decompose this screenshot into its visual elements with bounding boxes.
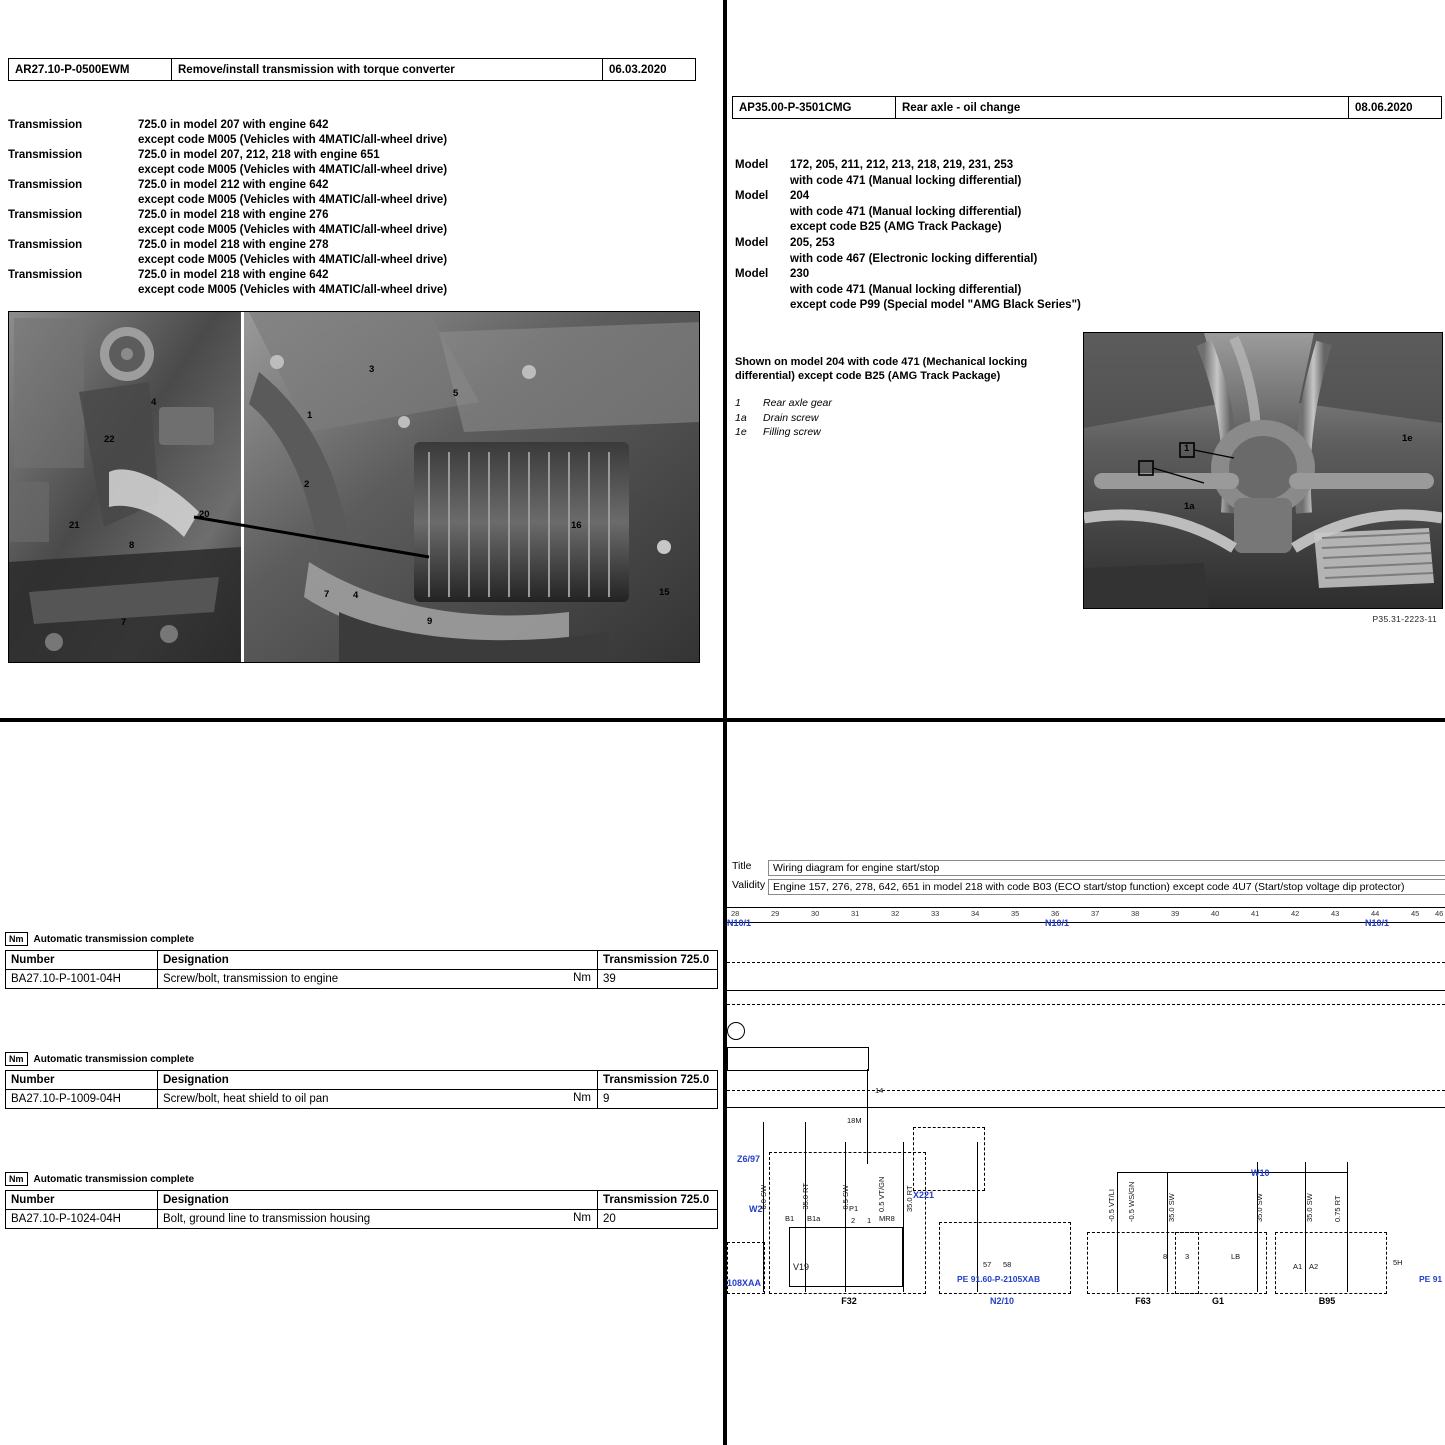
pin-b1: B1 — [785, 1214, 795, 1223]
label-w2: W2 — [749, 1204, 763, 1214]
document-header-transmission — [8, 58, 696, 81]
wiring-diagram-header — [732, 860, 1445, 898]
pe-reference-1[interactable]: PE 91.60-P-2105XAB — [957, 1274, 1041, 1284]
callout-8: 8 — [129, 540, 135, 551]
wire-spec-4: 0.5 VT/GN — [877, 1176, 886, 1212]
nm-badge: Nm — [5, 932, 28, 946]
table-header-row — [6, 1071, 718, 1090]
ruler-tick: 33 — [931, 909, 940, 918]
designation-text: Screw/bolt, heat shield to oil pan — [163, 1093, 329, 1105]
row-exception: except code M005 (Vehicles with 4MATIC/all-wheel drive) — [138, 284, 448, 296]
list-item — [8, 268, 708, 283]
table-row — [6, 1090, 718, 1109]
block-title: Automatic transmission complete — [33, 1173, 195, 1185]
unit-label: Nm — [573, 972, 591, 984]
table-row — [6, 1210, 718, 1229]
node-label-n10-1-b: N10/1 — [1045, 918, 1070, 928]
unit-label: Nm — [573, 1212, 591, 1224]
row-label: Model — [735, 236, 769, 249]
pin-b1a: B1a — [807, 1214, 821, 1223]
ruler-tick: 37 — [1091, 909, 1100, 918]
row-value: 204 — [790, 190, 810, 203]
cell-number: BA27.10-P-1009-04H — [6, 1090, 158, 1109]
list-item — [8, 148, 708, 163]
wire-link-top — [1117, 1172, 1347, 1173]
row-value: 725.0 in model 212 with engine 642 — [138, 179, 329, 191]
validity-row — [732, 879, 1445, 895]
list-item — [735, 158, 1435, 174]
ruler-tick: 31 — [851, 909, 860, 918]
wire-spec-1: -6.0 SW — [759, 1184, 768, 1212]
pe-reference-2[interactable]: PE 91 — [1419, 1274, 1443, 1284]
wire-spec-9: 35.0 SW — [1255, 1193, 1264, 1222]
ruler-tick: 34 — [971, 909, 980, 918]
callout-16: 16 — [571, 520, 582, 531]
ruler-tick: 36 — [1051, 909, 1060, 918]
pin-58: 58 — [1003, 1260, 1012, 1269]
node-label-n10-1-a: N10/1 — [727, 918, 752, 928]
connector-strip — [727, 1047, 869, 1071]
table-header-row — [6, 951, 718, 970]
ruler-tick: 44 — [1371, 909, 1380, 918]
block-title: Automatic transmission complete — [33, 933, 195, 945]
ruler-tick: 43 — [1331, 909, 1340, 918]
row-value: 725.0 in model 218 with engine 278 — [138, 239, 329, 251]
list-item — [735, 267, 1435, 283]
wire-spec-8: 35.0 SW — [1167, 1193, 1176, 1222]
figure-code: P35.31-2223-11 — [1372, 614, 1437, 624]
shown-on-note: Shown on model 204 with code 471 (Mechanical locking differential) except code B25 (AMG Track Package) — [735, 356, 1028, 382]
col-number: Number — [6, 1071, 158, 1090]
legend-number: 1e — [735, 426, 747, 438]
panel-rear-axle-oil-change — [727, 0, 1445, 718]
torque-table — [5, 1190, 718, 1229]
row-label: Transmission — [8, 269, 83, 281]
title-label: Title — [732, 860, 752, 872]
terminal-label-mr8: MR8 — [879, 1214, 895, 1223]
pin-2: 2 — [851, 1216, 856, 1225]
title-value[interactable]: Wiring diagram for engine start/stop — [768, 860, 1445, 876]
ruler-tick: 39 — [1171, 909, 1180, 918]
cell-designation — [158, 1210, 598, 1229]
ruler-tick: 35 — [1011, 909, 1020, 918]
row-label: Transmission — [8, 179, 83, 191]
wire-spec-6: -0.5 VT/LI — [1107, 1189, 1116, 1222]
block-title-row — [5, 1052, 717, 1066]
col-number: Number — [6, 1191, 158, 1210]
ruler-tick: 45 — [1411, 909, 1420, 918]
torque-block-2 — [5, 1052, 717, 1109]
pin-8: 8 — [1163, 1252, 1168, 1261]
pin-57: 57 — [983, 1260, 992, 1269]
row-value: 725.0 in model 207, 212, 218 with engine 651 — [138, 149, 380, 161]
callout-3: 3 — [369, 364, 375, 375]
row-exception: except code M005 (Vehicles with 4MATIC/all-wheel drive) — [138, 194, 448, 206]
row-sub: with code 471 (Manual locking differential) — [790, 174, 1022, 187]
component-label-n2-10: N2/10 — [989, 1296, 1015, 1306]
wire-spec-7: -0.5 WS/GN — [1127, 1181, 1136, 1222]
row-label: Transmission — [8, 119, 83, 131]
callout-1e: 1e — [1402, 433, 1413, 444]
col-number: Number — [6, 951, 158, 970]
panel-transmission-removal — [0, 0, 723, 718]
wire-spec-2: -35.0 RT — [801, 1182, 810, 1212]
wire-spec-3: -0.5 SW — [841, 1184, 850, 1212]
column-ruler — [727, 907, 1445, 923]
col-transmission: Transmission 725.0 — [598, 1071, 718, 1090]
row-exception: except code M005 (Vehicles with 4MATIC/all-wheel drive) — [138, 134, 448, 146]
callout-4: 4 — [151, 397, 157, 408]
doc-id: AR27.10-P-0500EWM — [9, 59, 172, 80]
doc-title: Remove/install transmission with torque converter — [172, 59, 603, 80]
table-row — [6, 970, 718, 989]
pin-14: 14 — [875, 1086, 884, 1095]
row-label: Transmission — [8, 209, 83, 221]
cell-designation — [158, 970, 598, 989]
nm-badge: Nm — [5, 1052, 28, 1066]
model-applicability-list — [735, 158, 1435, 314]
doc-date: 06.03.2020 — [609, 63, 667, 76]
title-row — [732, 860, 1445, 876]
block-title-row — [5, 932, 717, 946]
cell-number: BA27.10-P-1024-04H — [6, 1210, 158, 1229]
wire-spec-11: 0.75 RT — [1333, 1195, 1342, 1222]
block-title-row — [5, 1172, 717, 1186]
legend-text: Filling screw — [763, 426, 821, 438]
panel-torque-specifications — [0, 722, 723, 1445]
designation-text: Screw/bolt, transmission to engine — [163, 973, 339, 985]
component-x221-relay[interactable] — [913, 1127, 985, 1191]
row-sub: with code 471 (Manual locking differential) — [790, 205, 1022, 218]
col-transmission: Transmission 725.0 — [598, 951, 718, 970]
callout-7-left: 7 — [121, 617, 127, 628]
ruler-tick: 30 — [811, 909, 820, 918]
nm-badge: Nm — [5, 1172, 28, 1186]
torque-table — [5, 1070, 718, 1109]
figure-rear-axle-photo — [1083, 332, 1443, 609]
pin-a2: A2 — [1309, 1262, 1319, 1271]
pin-p1: P1 — [849, 1204, 859, 1213]
row-exception: except code M005 (Vehicles with 4MATIC/all-wheel drive) — [138, 254, 448, 266]
transmission-applicability-list — [8, 118, 708, 298]
cell-designation — [158, 1090, 598, 1109]
row-sub: except code B25 (AMG Track Package) — [790, 221, 1002, 234]
component-label-b95: B95 — [1318, 1296, 1336, 1306]
callout-4-right: 4 — [353, 590, 359, 601]
callout-9: 9 — [427, 616, 433, 627]
row-label: Transmission — [8, 239, 83, 251]
table-header-row — [6, 1191, 718, 1210]
row-label: Transmission — [8, 149, 83, 161]
legend-text: Drain screw — [763, 411, 819, 424]
row-value: 230 — [790, 268, 810, 281]
list-item — [8, 178, 708, 193]
ruler-tick: 29 — [771, 909, 780, 918]
col-transmission: Transmission 725.0 — [598, 1191, 718, 1210]
bus-line-3 — [727, 1004, 1445, 1005]
bus-line-2 — [727, 990, 1445, 991]
list-item — [735, 189, 1435, 205]
doc-date: 08.06.2020 — [1355, 101, 1413, 114]
cell-value: 9 — [598, 1090, 718, 1109]
figure-photo-graphic — [9, 312, 699, 662]
ruler-tick: 42 — [1291, 909, 1300, 918]
wire-drop-1 — [867, 1069, 868, 1164]
legend-item — [735, 425, 1065, 440]
component-label-f32: F32 — [841, 1296, 857, 1306]
doc-title: Rear axle - oil change — [896, 97, 1349, 118]
component-label-g1: G1 — [1211, 1296, 1224, 1306]
bus-line-4 — [727, 1090, 1445, 1091]
wire-spec-10: 35.0 SW — [1305, 1193, 1314, 1222]
designation-text: Bolt, ground line to transmission housing — [163, 1213, 371, 1225]
component-label-f63: F63 — [1135, 1296, 1151, 1306]
pin-18m: 18M — [847, 1116, 862, 1125]
row-sub: except code P99 (Special model "AMG Black Series") — [790, 299, 1081, 312]
bus-line-5 — [727, 1107, 1445, 1108]
callout-1: 1 — [1184, 443, 1190, 454]
row-value: 725.0 in model 218 with engine 642 — [138, 269, 329, 281]
document-header-rear-axle — [732, 96, 1442, 119]
block-title: Automatic transmission complete — [33, 1053, 195, 1065]
legend-text: Rear axle gear — [763, 397, 832, 409]
col-designation: Designation — [158, 1071, 598, 1090]
torque-block-1 — [5, 932, 717, 989]
callout-21: 21 — [69, 520, 80, 531]
legend-item — [735, 396, 1065, 411]
row-value: 172, 205, 211, 212, 213, 218, 219, 231, 253 — [790, 159, 1014, 171]
torque-table — [5, 950, 718, 989]
list-item — [8, 238, 708, 253]
col-designation: Designation — [158, 1191, 598, 1210]
row-value: 725.0 in model 218 with engine 276 — [138, 209, 329, 221]
pin-3: 3 — [1185, 1252, 1190, 1261]
row-label: Model — [735, 268, 769, 281]
pin-a1: A1 — [1293, 1262, 1303, 1271]
panel-wiring-diagram — [727, 722, 1445, 1445]
row-label: Model — [735, 159, 769, 171]
ruler-tick: 32 — [891, 909, 900, 918]
ground-symbol-icon — [727, 1022, 745, 1040]
bus-line-1 — [727, 962, 1445, 963]
label-108xaa: 108XAA — [727, 1278, 762, 1288]
callout-20: 20 — [199, 509, 210, 520]
row-sub: with code 467 (Electronic locking differential) — [790, 252, 1038, 265]
ruler-tick: 28 — [731, 909, 740, 918]
list-item — [735, 236, 1435, 252]
legend-item — [735, 411, 1065, 426]
callout-2: 2 — [304, 479, 310, 490]
list-item — [8, 118, 708, 133]
col-designation: Designation — [158, 951, 598, 970]
node-label-n10-1-c: N10/1 — [1365, 918, 1390, 928]
torque-block-3 — [5, 1172, 717, 1229]
row-exception: except code M005 (Vehicles with 4MATIC/all-wheel drive) — [138, 224, 448, 236]
ruler-tick: 46 — [1435, 909, 1444, 918]
pin-5h: 5H — [1393, 1258, 1403, 1267]
doc-id: AP35.00-P-3501CMG — [733, 97, 896, 118]
legend-number: 1 — [735, 397, 741, 409]
component-b95[interactable] — [1275, 1232, 1387, 1294]
cell-value: 20 — [598, 1210, 718, 1229]
row-value: 205, 253 — [790, 236, 835, 249]
row-exception: except code M005 (Vehicles with 4MATIC/all-wheel drive) — [138, 164, 448, 176]
callout-1a: 1a — [1184, 501, 1195, 512]
component-v19-body — [789, 1227, 903, 1287]
row-sub: with code 471 (Manual locking differential) — [790, 283, 1022, 296]
validity-value[interactable]: Engine 157, 276, 278, 642, 651 in model 218 with code B03 (ECO start/stop function) except code 4U7 (Start/stop voltage dip protector) — [768, 879, 1445, 895]
unit-label: Nm — [573, 1092, 591, 1104]
figure-legend — [735, 396, 1065, 440]
cell-value: 39 — [598, 970, 718, 989]
legend-number: 1a — [735, 411, 747, 424]
pin-lb: LB — [1231, 1252, 1241, 1261]
label-w10: W10 — [1251, 1168, 1270, 1178]
component-label-v19: V19 — [793, 1262, 810, 1272]
callout-22: 22 — [104, 434, 115, 445]
callout-1: 1 — [307, 410, 313, 421]
wire-spec-5: 35.0 RT — [905, 1185, 914, 1212]
list-item — [8, 208, 708, 223]
ruler-tick: 41 — [1251, 909, 1260, 918]
row-label: Model — [735, 190, 769, 203]
callout-15: 15 — [659, 587, 670, 598]
label-x221: X221 — [913, 1190, 935, 1200]
ruler-tick: 40 — [1211, 909, 1220, 918]
ruler-tick: 38 — [1131, 909, 1140, 918]
callout-7-right: 7 — [324, 589, 330, 600]
row-value: 725.0 in model 207 with engine 642 — [138, 119, 329, 131]
validity-label: Validity — [732, 879, 766, 891]
callout-5: 5 — [453, 388, 459, 399]
cell-number: BA27.10-P-1001-04H — [6, 970, 158, 989]
figure-transmission-photo — [8, 311, 700, 663]
pin-1: 1 — [867, 1216, 872, 1225]
figure-photo-graphic — [1084, 333, 1442, 608]
label-z6-97: Z6/97 — [737, 1154, 761, 1164]
component-g1[interactable] — [1175, 1232, 1267, 1294]
